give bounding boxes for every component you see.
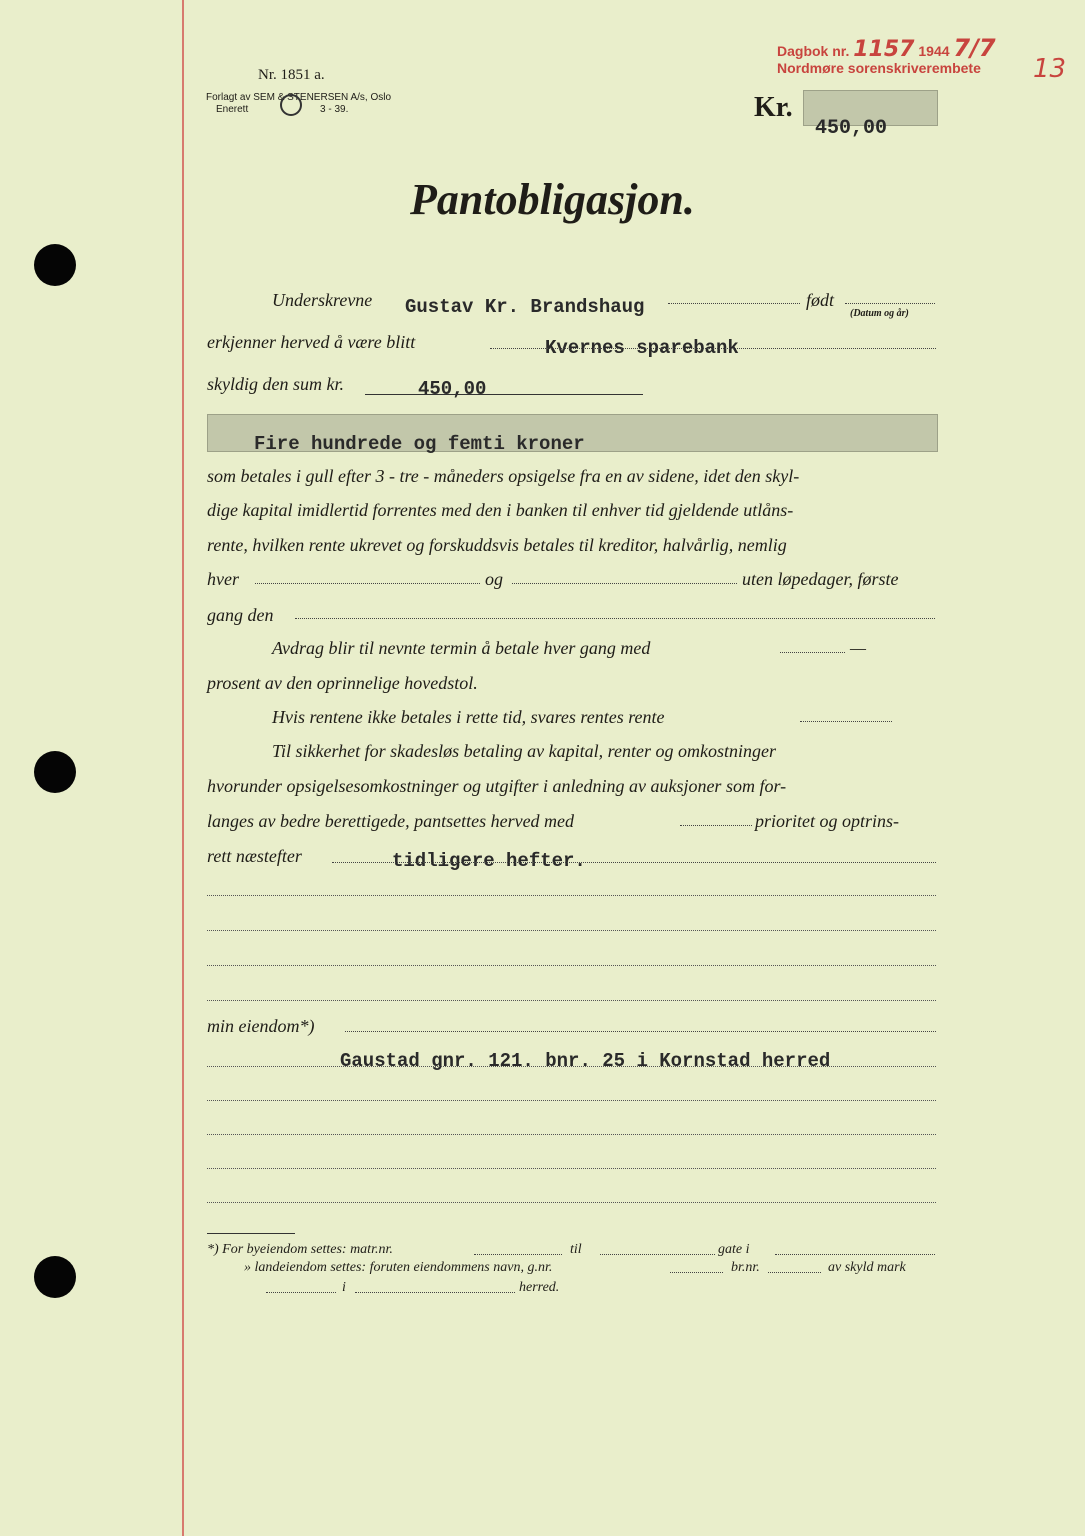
body-line-2: dige kapital imidlertid forrentes med den i banken til enhver tid gjeldende utlåns-: [207, 500, 794, 520]
blank-line-7: [207, 1168, 936, 1169]
til-line-2: hvorunder opsigelsesomkostninger og utgifter i anledning av auksjoner som for-: [207, 776, 787, 796]
eiendom-value: Gaustad gnr. 121. bnr. 25 i Kornstad herred: [340, 1050, 831, 1072]
footnote-matr-dots: [474, 1254, 562, 1255]
og-label: og: [485, 569, 503, 589]
hvis-dots: [800, 721, 892, 722]
creditor-label: erkjenner herved å være blitt: [207, 332, 416, 352]
blank-line-1: [207, 895, 936, 896]
prior-value: tidligere hefter.: [392, 850, 586, 872]
body-line-3: rente, hvilken rente ukrevet og forskuddsvis betales til kreditor, halvårlig, nemlig: [207, 535, 787, 555]
creditor-value: Kvernes sparebank: [545, 337, 739, 359]
sum-words: Fire hundrede og femti kroner: [254, 433, 585, 455]
edition: 3 - 39.: [320, 104, 349, 115]
footnote-gnr-dots: [670, 1272, 723, 1273]
office-stamp: Nordmøre sorenskriverembete: [777, 60, 981, 76]
footnote-line-3b: herred.: [519, 1280, 560, 1295]
born-hint: (Datum og år): [850, 308, 909, 319]
page-number: 13: [1033, 54, 1067, 84]
eiendom-line: [207, 1066, 936, 1067]
footnote-line-2b: br.nr.: [731, 1260, 760, 1275]
gang-dots: [295, 618, 935, 619]
born-dots: [845, 303, 935, 304]
hver-dots: [255, 583, 480, 584]
gang-label: gang den: [207, 605, 274, 625]
publisher: Forlagt av SEM & STENERSEN A/s, Oslo: [206, 92, 392, 103]
blank-line-3: [207, 965, 936, 966]
sum-line: [365, 394, 643, 395]
dagbok-year: 1944: [918, 43, 950, 59]
footnote-herred-dots: [355, 1292, 515, 1293]
footnote-line-1c: gate i: [718, 1242, 750, 1257]
punch-hole-bottom: [34, 1256, 76, 1298]
eiendom-dots: [345, 1031, 936, 1032]
dagbok-stamp: Dagbok nr. 1157 1944 7/7: [777, 34, 996, 62]
form-number: Nr. 1851 a.: [258, 67, 325, 83]
margin-line: [182, 0, 184, 1536]
body-line-1: som betales i gull efter 3 - tre - måneders opsigelse fra en av sidene, idet den skyl-: [207, 466, 800, 486]
blank-line-2: [207, 930, 936, 931]
footnote-brnr-dots: [768, 1272, 821, 1273]
avdrag-text: Avdrag blir til nevnte termin å betale hver gang med: [272, 638, 651, 658]
kr-label: Kr.: [754, 92, 793, 123]
dagbok-date: 7/7: [953, 34, 996, 62]
prioritet-dots: [680, 825, 752, 826]
publisher-logo: [280, 94, 302, 116]
footnote-gate-dots: [775, 1254, 935, 1255]
footnote-line-2c: av skyld mark: [828, 1260, 906, 1275]
amount-value: 450,00: [815, 117, 888, 140]
footnote-i-dots: [266, 1292, 336, 1293]
prosent-text: prosent av den oprinnelige hovedstol.: [207, 673, 478, 693]
undersigned-value: Gustav Kr. Brandshaug: [405, 296, 645, 318]
og-dots: [512, 583, 737, 584]
til-line-3a: langes av bedre berettigede, pantsettes herved med: [207, 811, 575, 831]
avdrag-dots: [780, 652, 845, 653]
rett-dots: [332, 862, 936, 863]
blank-line-5: [207, 1100, 936, 1101]
document-title: Pantobligasjon.: [410, 175, 695, 224]
hvis-text: Hvis rentene ikke betales i rette tid, svares rentes rente: [272, 707, 665, 727]
punch-hole-top: [34, 244, 76, 286]
footnote-line-2a: » landeiendom settes: foruten eiendommens navn, g.nr.: [244, 1260, 553, 1275]
footnote-line-1a: *) For byeiendom settes: matr.nr.: [207, 1242, 393, 1257]
blank-line-8: [207, 1202, 936, 1203]
sum-label: skyldig den sum kr.: [207, 374, 344, 394]
footnote-til-dots: [600, 1254, 715, 1255]
til-line-3b: prioritet og optrins-: [755, 811, 900, 831]
creditor-dots: [490, 348, 936, 349]
hver-label: hver: [207, 569, 239, 589]
footnote-line-1b: til: [570, 1242, 582, 1257]
copyright: Enerett: [216, 104, 249, 115]
avdrag-dash: —: [850, 638, 867, 658]
dagbok-number: 1157: [853, 37, 915, 62]
sum-value: 450,00: [418, 378, 487, 400]
blank-line-6: [207, 1134, 936, 1135]
eiendom-label: min eiendom*): [207, 1016, 315, 1036]
rett-label: rett næstefter: [207, 846, 302, 866]
footnote-rule: [207, 1233, 295, 1234]
undersigned-label: Underskrevne: [272, 290, 373, 310]
blank-line-4: [207, 1000, 936, 1001]
punch-hole-middle: [34, 751, 76, 793]
undersigned-dots: [668, 303, 800, 304]
til-line-1: Til sikkerhet for skadesløs betaling av kapital, renter og omkostninger: [272, 741, 776, 761]
uten-label: uten løpedager, første: [742, 569, 899, 589]
born-label: født: [806, 290, 835, 310]
footnote-line-3a: i: [342, 1280, 346, 1295]
